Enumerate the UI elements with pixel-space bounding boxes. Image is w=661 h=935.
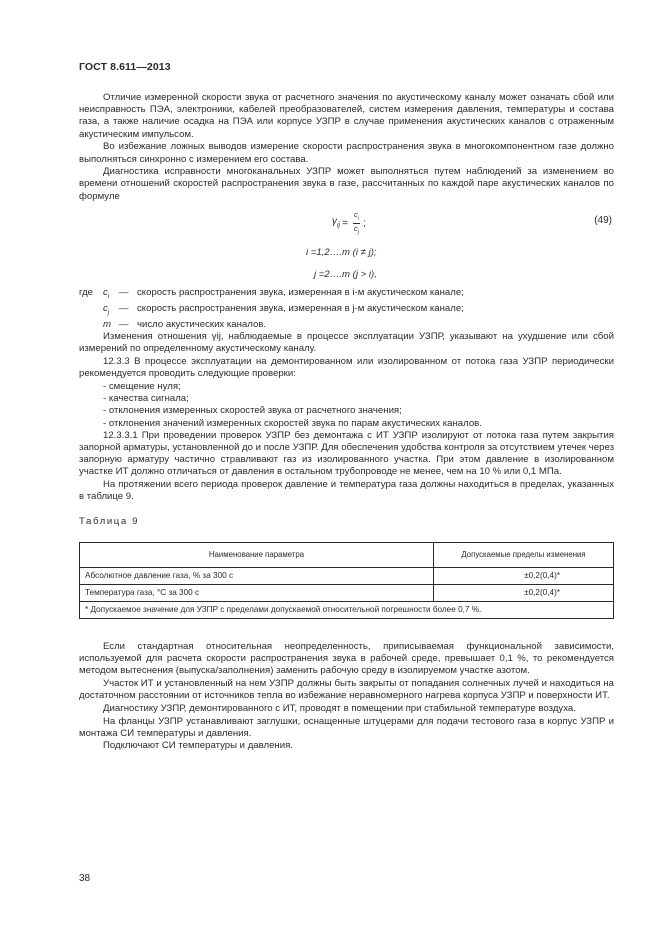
table-row bbox=[80, 584, 614, 601]
list-item: - качества сигнала; bbox=[103, 393, 189, 405]
table-row bbox=[80, 567, 614, 584]
where-lead: где bbox=[79, 286, 94, 298]
where-definition: число акустических каналов. bbox=[137, 319, 267, 331]
where-symbol: $c_i$ bbox=[103, 286, 110, 300]
formula-tail: ; bbox=[362, 217, 366, 229]
table-cell: Температура газа, °С за 300 с bbox=[80, 584, 434, 601]
page-number: 38 bbox=[79, 873, 91, 884]
page-content bbox=[79, 92, 614, 753]
paragraph: 12.3.3.1 При проведении проверок УЗПР без демонтажа с ИТ УЗПР изолируют от потока газа путем закрытия запорной арматуры, установленной до и после УЗПР. Для обеспечения удобства контроля за отсутствием утечек через запорную арматуру частично стравливают газ из изолированного участка. При этом давление в изолированном участке ИТ должно отличаться от давления в остальном трубопроводе не менее, чем на 10 % или 0,1 МПа. bbox=[79, 429, 614, 478]
where-symbol: m bbox=[103, 319, 111, 331]
list-item: - отклонения значений измеренных скоростей звука по парам акустических каналов. bbox=[103, 417, 482, 429]
formula-fraction: $\frac{c_i}{c_j}$ bbox=[353, 209, 359, 236]
table-cell: Абсолютное давление газа, % за 300 с bbox=[80, 567, 434, 584]
paragraph: Если стандартная относительная неопределенность, приписываемая функциональной зависимости, используемой для расчета скорости распространения звука в рабочей среде, превышает 0,1 %, то рекомендуется методом вытеснения (выпуска/заполнения) заменить рабочую среду в изолируемом участке азотом. bbox=[79, 640, 614, 677]
table-cell: ±0,2(0,4)* bbox=[434, 567, 614, 584]
where-dash: — bbox=[119, 302, 129, 314]
paragraph: Диагностика исправности многоканальных УЗПР может выполняться путем наблюдений за изменением во времени отношений скоростей распространения звука в газе, рассчитанных по каждой паре акустических каналов по формуле bbox=[79, 166, 614, 202]
where-dash: — bbox=[119, 286, 129, 298]
formula-lhs: $\gamma_{ij}$ bbox=[332, 215, 341, 229]
table-cell: ±0,2(0,4)* bbox=[434, 584, 614, 601]
paragraph: Участок ИТ и установленный на нем УЗПР должны быть закрыты от попадания солнечных лучей и находиться на достаточном расстоянии от источников тепла во избежание неравномерного нагрева корпуса УЗПР и поверхности ИТ. bbox=[79, 677, 614, 702]
table-header-cell: Допускаемые пределы изменения bbox=[434, 542, 614, 567]
page-header-title: ГОСТ 8.611—2013 bbox=[79, 61, 171, 73]
table-caption: Таблица 9 bbox=[79, 515, 140, 527]
table-header-cell: Наименование параметра bbox=[80, 542, 434, 567]
after-table-section bbox=[79, 641, 614, 753]
where-definition: скорость распространения звука, измеренная в j-м акустическом канале; bbox=[137, 302, 464, 314]
where-symbol: $c_j$ bbox=[103, 302, 110, 316]
paragraph: Изменения отношения γij, наблюдаемые в процессе эксплуатации УЗПР, указывают на ухудшение или сбой измерений по определенному акустическому каналу. bbox=[79, 331, 614, 355]
parameters-table bbox=[79, 542, 614, 619]
list-item: - отклонения измеренных скоростей звука от расчетного значения; bbox=[103, 405, 402, 417]
paragraph: Диагностику УЗПР, демонтированного с ИТ, проводят в помещении при стабильной температуре воздуха. bbox=[103, 702, 576, 714]
paragraph: 12.3.3 В процессе эксплуатации на демонтированном или изолированном от потока газа УЗПР периодически рекомендуется проводить следующие проверки: bbox=[79, 356, 614, 380]
formula-equals: = bbox=[342, 217, 348, 229]
table-footnote-row bbox=[80, 601, 614, 618]
equation-number: (49) bbox=[594, 214, 612, 226]
where-dash: — bbox=[119, 319, 129, 331]
formula-condition-j: j =2….m (j > i), bbox=[314, 268, 377, 280]
table-footnote: * Допускаемое значение для УЗПР с пределами допускаемой относительной погрешности более 0,7 %. bbox=[80, 601, 614, 618]
paragraph: На фланцы УЗПР устанавливают заглушки, оснащенные штуцерами для подачи тестового газа в корпус УЗПР и монтажа СИ температуры и давления. bbox=[79, 715, 614, 739]
paragraph: На протяжении всего периода проверок давление и температура газа должны находиться в пределах, указанных в таблице 9. bbox=[79, 479, 614, 503]
table-header-row bbox=[80, 542, 614, 567]
paragraph: Подключают СИ температуры и давления. bbox=[103, 740, 293, 752]
where-list bbox=[79, 287, 614, 331]
formula-expression bbox=[332, 210, 366, 238]
formula-49 bbox=[79, 207, 614, 237]
where-definition: скорость распространения звука, измеренная в i-м акустическом канале; bbox=[137, 286, 464, 298]
paragraph: Отличие измеренной скорости звука от расчетного значения по акустическому каналу может означать сбой или неисправность ПЭА, электроники, кабелей преобразователей, систем измерения давления, температуры и состава газа, а также наличие осадка на ПЭА или корпусе УЗПР в случае применения акустических каналов с отраженным акустическим импульсом. bbox=[79, 92, 614, 140]
formula-condition-i: i =1,2….m (i ≠ j); bbox=[306, 246, 377, 258]
paragraph: Во избежание ложных выводов измерение скорости распространения звука в многокомпонентном газе должно выполняться синхронно с измерением его состава. bbox=[79, 141, 614, 165]
list-item: - смещение нуля; bbox=[103, 381, 181, 393]
